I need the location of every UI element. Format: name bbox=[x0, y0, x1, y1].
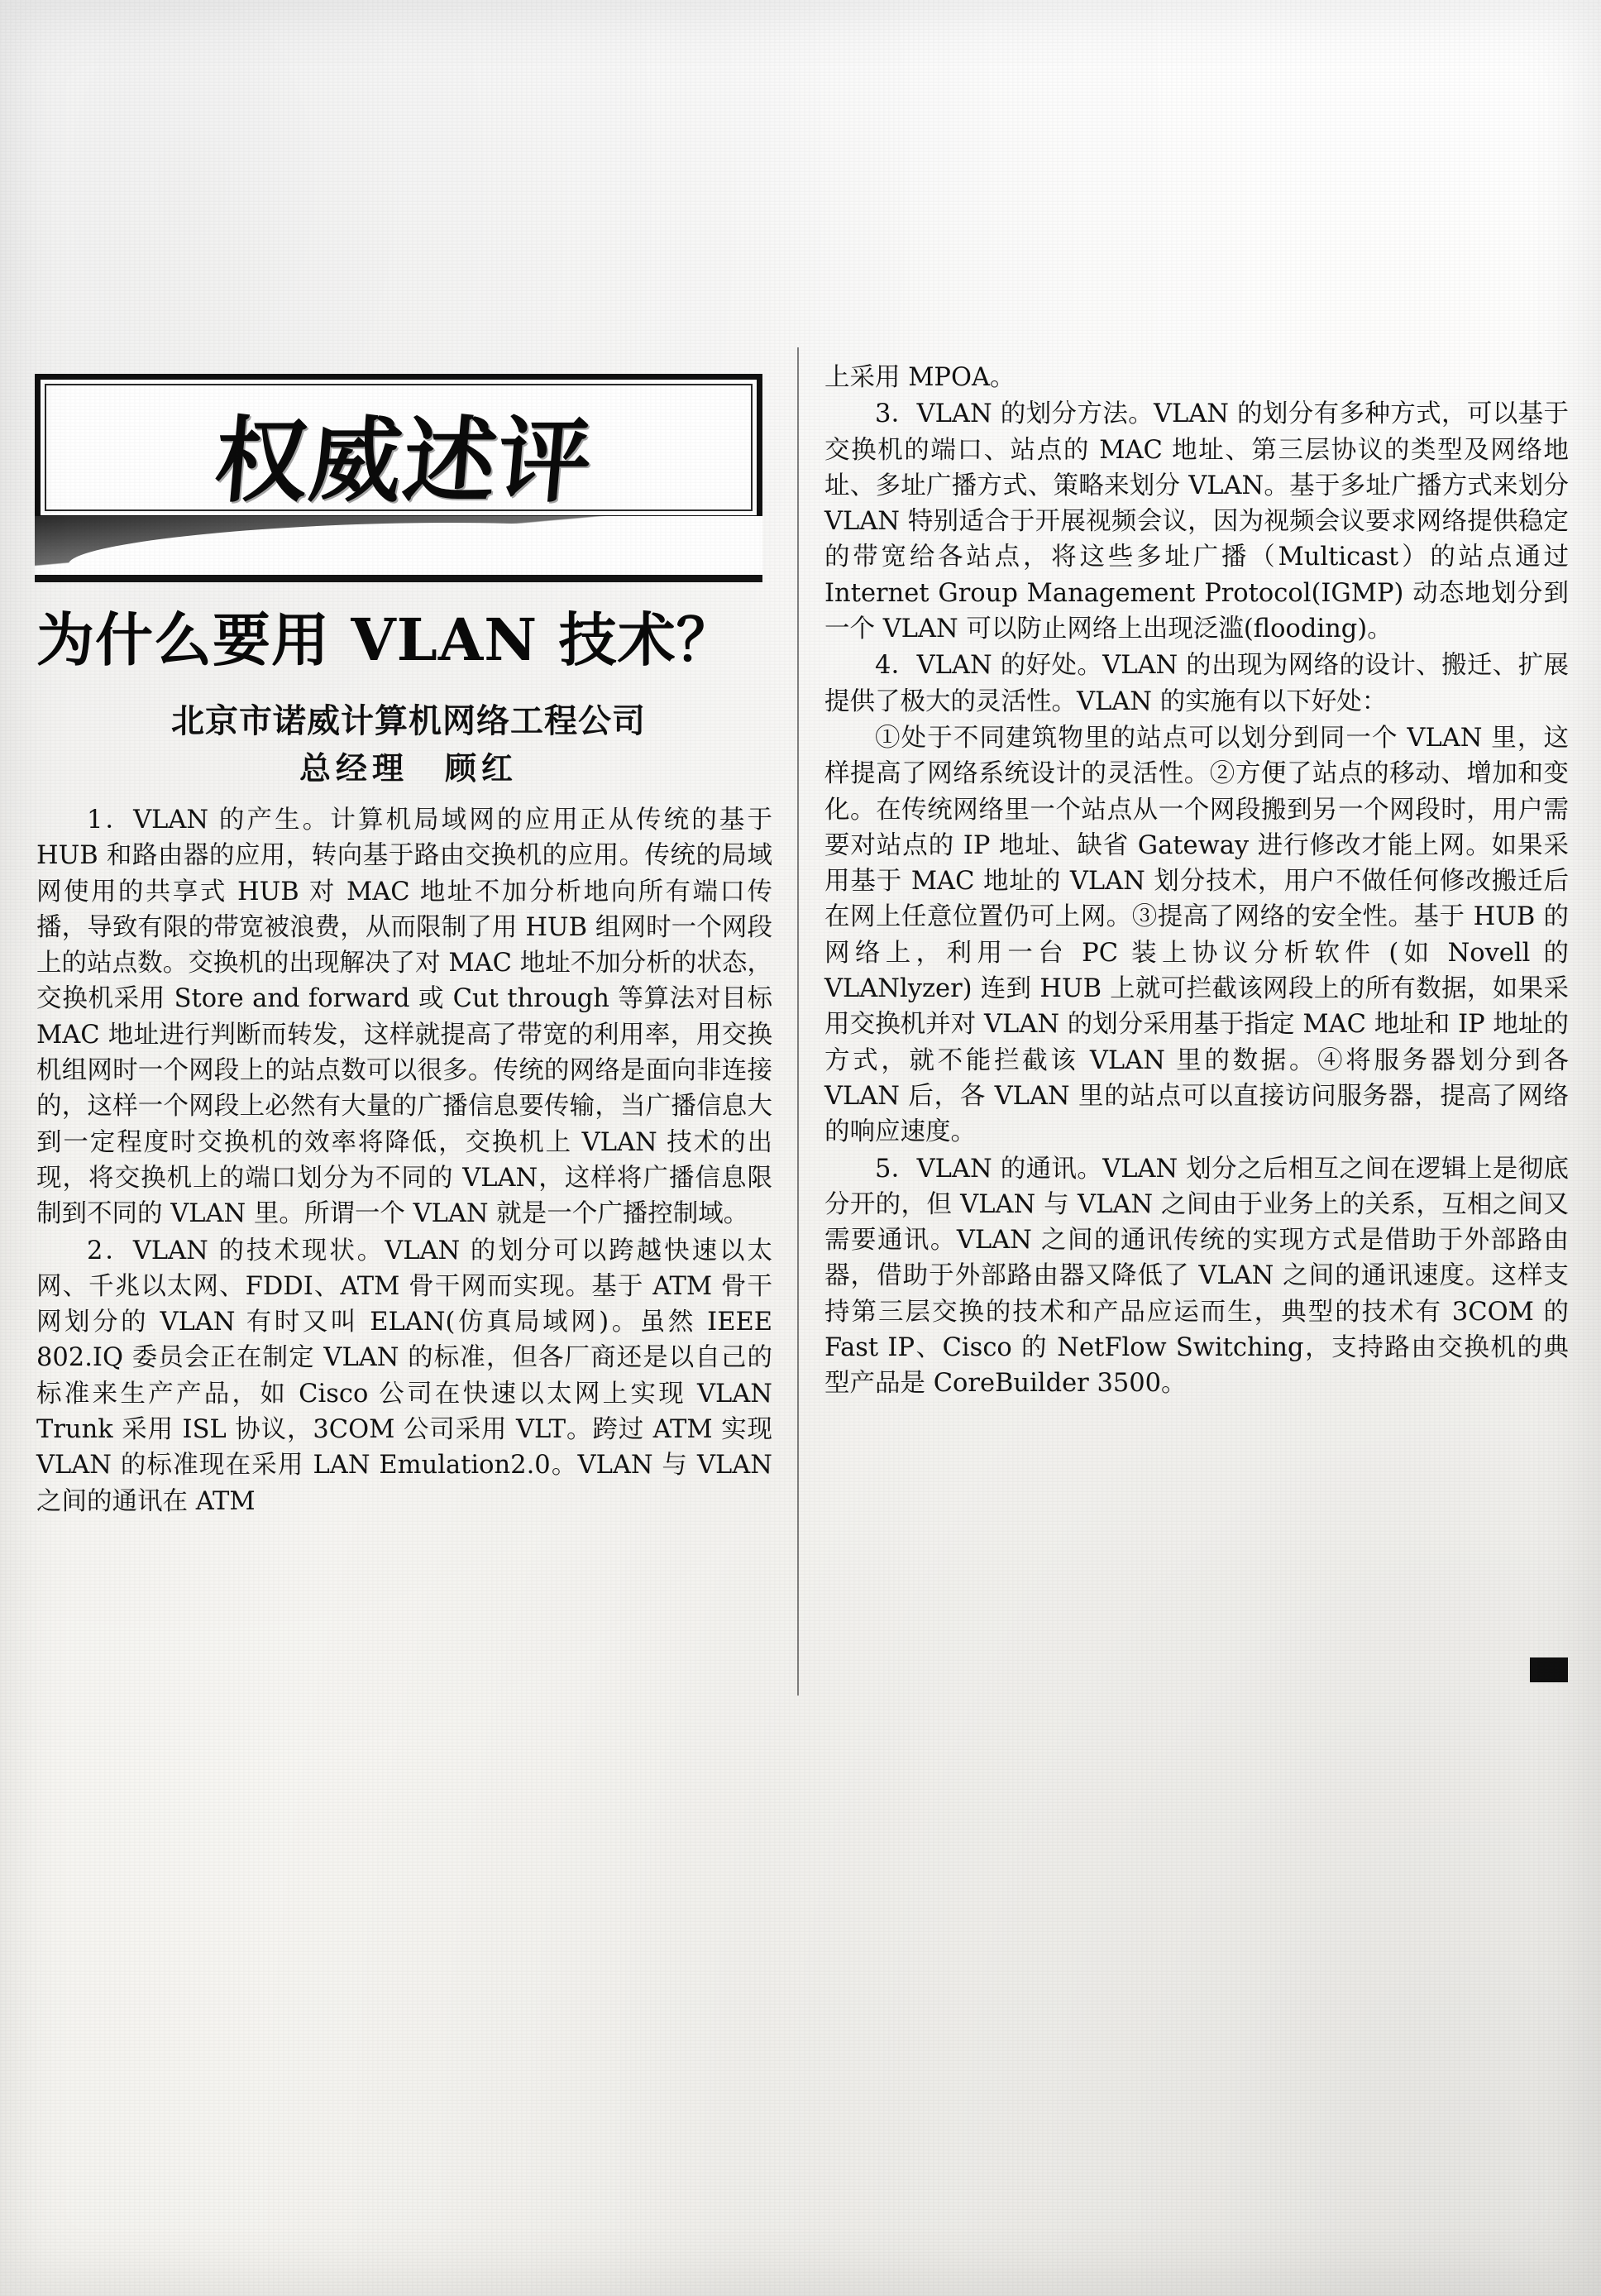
paragraph: 1．VLAN 的产生。计算机局域网的应用正从传统的基于 HUB 和路由器的应用，转向基于路由交换机的应用。传统的局域网使用的共享式 HUB 对 MAC 地址不加分析地向所有端口传播，导致有限的带宽被浪费，从而限制了用 HUB 组网时一个网段上的站点数。交换机的出现解决了对 MAC 地址不加分析的状态，交换机采用 Store and forward 或 Cut through 等算法对目标 MAC 地址进行判断而转发，这样就提高了带宽的利用率，用交换机组网时一个网段上的站点数可以很多。传统的网络是面向非连接的，这样一个网段上必然有大量的广播信息要传输，当广播信息大到一定程度时交换机的效率将降低，交换机上 VLAN 技术的出现，将交换机上的端口划分为不同的 VLAN，这样将广播信息限制到不同的 VLAN 里。所谓一个 VLAN 就是一个广播控制域。 bbox=[36, 806, 772, 1229]
paragraph: 5．VLAN 的通讯。VLAN 划分之后相互之间在逻辑上是彻底分开的，但 VLAN 与 VLAN 之间由于业务上的关系，互相之间又需要通讯。VLAN 之间的通讯传统的实现方式是借助于外部路由器，借助于外部路由器又降低了 VLAN 之间的通讯速度。这样支持第三层交换的技术和产品应运而生，典型的技术有 3COM 的 Fast IP、Cisco 的 NetFlow Switching，支持路由交换机的典型产品是 CoreBuilder 3500。 bbox=[824, 1154, 1569, 1399]
article-column-right bbox=[824, 360, 1569, 1403]
byline-author: 总经理 顾红 bbox=[299, 749, 518, 787]
paragraph: 4．VLAN 的好处。VLAN 的出现为网络的设计、搬迁、扩展提供了极大的灵活性。VLAN 的实施有以下好处： bbox=[824, 651, 1569, 716]
article-headline: 为什么要用 VLAN 技术？ bbox=[36, 605, 735, 674]
column-divider bbox=[797, 347, 799, 1696]
end-of-article-mark bbox=[1530, 1657, 1568, 1682]
masthead-frame bbox=[35, 374, 762, 521]
paragraph: ①处于不同建筑物里的站点可以划分到同一个 VLAN 里，这样提高了网络系统设计的灵活性。②方便了站点的移动、增加和变化。在传统网络里一个站点从一个网段搬到另一个网段时，用户需要对站点的 IP 地址、缺省 Gateway 进行修改才能上网。如果采用基于 MAC 地址的 VLAN 划分技术，用户不做任何修改搬迁后在网上任意位置仍可上网。③提高了网络的安全性。基于 HUB 的网络上，利用一台 PC 装上协议分析软件 (如 Novell 的 VLANlyzer) 连到 HUB 上就可拦截该网段上的所有数据，如果采用交换机并对 VLAN 的划分采用基于指定 MAC 地址和 IP 地址的方式，就不能拦截该 VLAN 里的数据。④将服务器划分到各 VLAN 后，各 VLAN 里的站点可以直接访问服务器，提高了网络的响应速度。 bbox=[824, 723, 1569, 1147]
masthead-swoosh-decoration bbox=[35, 516, 762, 582]
article-column-left bbox=[36, 802, 772, 1520]
paragraph: 3．VLAN 的划分方法。VLAN 的划分有多种方式，可以基于交换机的端口、站点的 MAC 地址、第三层协议的类型及网络地址、多址广播方式、策略来划分 VLAN。基于多址广播方式来划分 VLAN 特别适合于开展视频会议，因为视频会议要求网络提供稳定的带宽给各站点，将这些多址广播（Multicast）的站点通过 Internet Group Management Protocol(IGMP) 动态地划分到一个 VLAN 可以防止网络上出现泛滥(flooding)。 bbox=[824, 399, 1569, 644]
paragraph: 上采用 MPOA。 bbox=[824, 363, 1016, 392]
newspaper-clipping bbox=[18, 314, 1581, 1927]
masthead-banner bbox=[35, 374, 771, 589]
masthead-title: 权威述评 bbox=[210, 406, 597, 515]
byline-organization: 北京市诺威计算机网络工程公司 bbox=[171, 701, 646, 740]
paragraph: 2．VLAN 的技术现状。VLAN 的划分可以跨越快速以太网、千兆以太网、FDDI、ATM 骨干网而实现。基于 ATM 骨干网划分的 VLAN 有时又叫 ELAN(仿真局域网)。虽然 IEEE 802.IQ 委员会正在制定 VLAN 的标准，但各厂商还是以自己的标准来生产产品，如 Cisco 公司在快速以太网上实现 VLAN Trunk 采用 ISL 协议，3COM 公司采用 VLT。跨过 ATM 实现 VLAN 的标准现在采用 LAN Emulation2.0。VLAN 与 VLAN 之间的通讯在 ATM bbox=[36, 1236, 772, 1516]
